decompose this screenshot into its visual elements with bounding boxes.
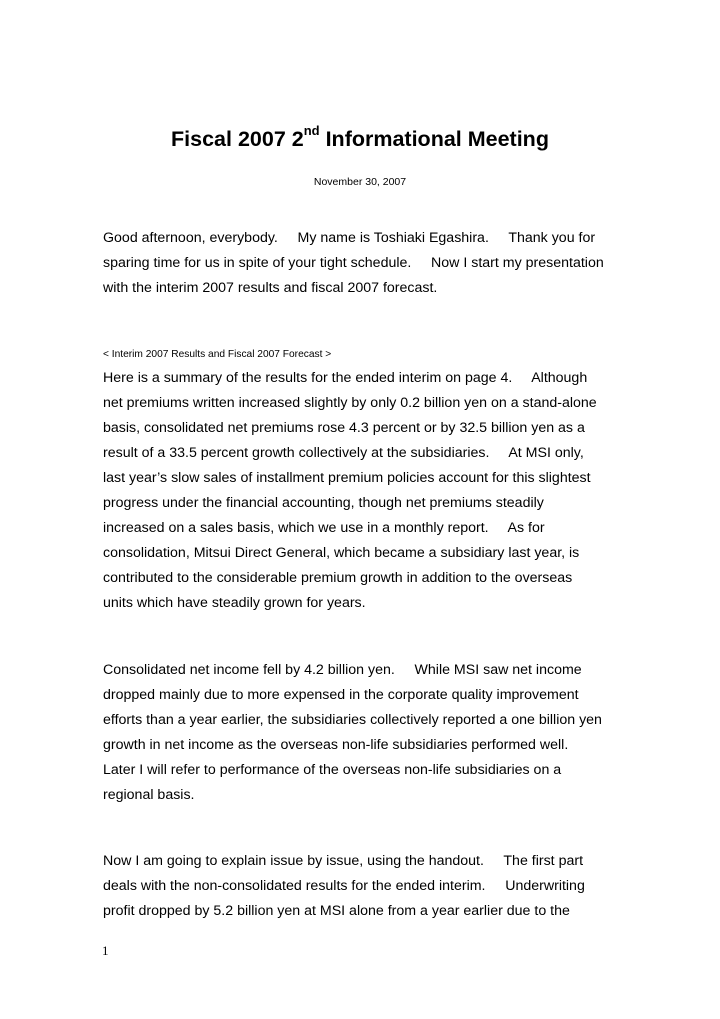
paragraph-2-line-4: result of a 33.5 percent growth collectively at the subsidiaries. At MSI only, [103,445,584,461]
paragraph-3-line-3: efforts than a year earlier, the subsidiaries collectively reported a one billion yen [103,712,602,728]
paragraph-1-line-3: with the interim 2007 results and fiscal 2007 forecast. [103,280,438,296]
paragraph-1-line-1: Good afternoon, everybody. My name is Toshiaki Egashira. Thank you for [103,230,596,246]
paragraph-4-line-3: profit dropped by 5.2 billion yen at MSI alone from a year earlier due to the [103,903,570,919]
meeting-date: November 30, 2007 [313,176,407,188]
paragraph-2-line-1: Here is a summary of the results for the ended interim on page 4. Although [103,370,588,386]
paragraph-3-line-6: regional basis. [103,787,195,803]
paragraph-3-line-1: Consolidated net income fell by 4.2 billion yen. While MSI saw net income [103,662,582,678]
paragraph-2-line-6: progress under the financial accounting, though net premiums steadily [103,495,544,511]
paragraph-2-line-5: last year’s slow sales of installment premium policies account for this slightest [103,470,591,486]
paragraph-2-line-9: contributed to the considerable premium growth in addition to the overseas [103,570,573,586]
page-number: 1 [102,943,109,958]
paragraph-3-line-2: dropped mainly due to more expensed in the corporate quality improvement [103,687,579,703]
paragraph-1-line-2: sparing time for us in spite of your tight schedule. Now I start my presentation [103,255,604,271]
page-title [0,123,720,152]
paragraph-2-line-10: units which have steadily grown for years. [103,595,366,611]
paragraph-2-line-8: consolidation, Mitsui Direct General, which became a subsidiary last year, is [103,545,580,561]
paragraph-3-line-4: growth in net income as the overseas non-life subsidiaries performed well. [103,737,569,753]
paragraph-2-line-7: increased on a sales basis, which we use in a monthly report. As for [103,520,545,536]
title-rest: Informational Meeting [319,127,549,152]
paragraph-2-line-3: basis, consolidated net premiums rose 4.3 percent or by 32.5 billion yen as a [103,420,585,436]
paragraph-3-line-5: Later I will refer to performance of the overseas non-life subsidiaries on a [103,762,562,778]
section-heading: < Interim 2007 Results and Fiscal 2007 Forecast > [103,349,332,360]
paragraph-2-line-2: net premiums written increased slightly by only 0.2 billion yen on a stand-alone [103,395,597,411]
paragraph-4-line-1: Now I am going to explain issue by issue, using the handout. The first part [103,853,584,869]
title-superscript: nd [303,123,320,138]
title-main: Fiscal 2007 2 [171,127,304,152]
paragraph-4-line-2: deals with the non-consolidated results for the ended interim. Underwriting [103,878,585,894]
